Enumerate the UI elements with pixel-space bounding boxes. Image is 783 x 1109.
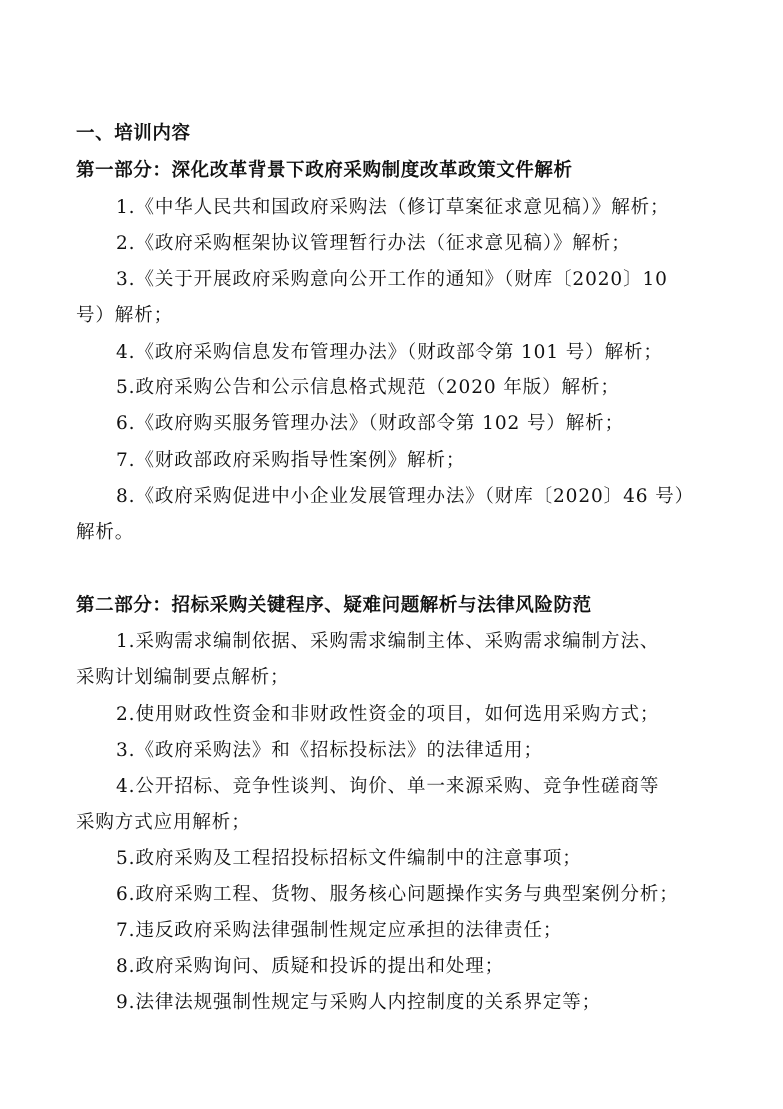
part2-item-5: 5.政府采购及工程招投标招标文件编制中的注意事项； — [116, 848, 582, 869]
section-heading: 一、培训内容 — [76, 123, 191, 144]
part2-item-3: 3.《政府采购法》和《招标投标法》的法律适用； — [116, 740, 543, 761]
part2-title: 第二部分：招标采购关键程序、疑难问题解析与法律风险防范 — [76, 595, 592, 616]
part1-item-5: 5.政府采购公告和公示信息格式规范（2020 年版）解析； — [116, 377, 620, 398]
part1-title: 第一部分：深化改革背景下政府采购制度改革政策文件解析 — [76, 160, 573, 181]
part1-item-2: 2.《政府采购框架协议管理暂行办法（征求意见稿）》解析； — [116, 233, 631, 254]
part2-item-4: 4.公开招标、竞争性谈判、询价、单一来源采购、竞争性磋商等 — [116, 776, 660, 797]
part1-item-6: 6.《政府购买服务管理办法》（财政部令第 102 号）解析； — [116, 413, 624, 434]
part2-item-2: 2.使用财政性资金和非财政性资金的项目，如何选用采购方式； — [116, 704, 660, 725]
part2-item-7: 7.违反政府采购法律强制性规定应承担的法律责任； — [116, 920, 563, 941]
part2-item-1: 1.采购需求编制依据、采购需求编制主体、采购需求编制方法、 — [116, 631, 660, 652]
part1-item-7: 7.《财政部政府采购指导性案例》解析； — [116, 450, 466, 471]
part1-item-8-cont: 解析。 — [76, 522, 135, 543]
part1-item-3-cont: 号）解析； — [76, 305, 174, 326]
part1-item-1: 1.《中华人民共和国政府采购法（修订草案征求意见稿）》解析； — [116, 197, 670, 218]
part2-item-4-cont: 采购方式应用解析； — [76, 812, 251, 833]
part2-item-6: 6.政府采购工程、货物、服务核心问题操作实务与典型案例分析； — [116, 884, 679, 905]
part2-item-8: 8.政府采购询问、质疑和投诉的提出和处理； — [116, 956, 505, 977]
part1-item-4: 4.《政府采购信息发布管理办法》（财政部令第 101 号）解析； — [116, 342, 663, 363]
part2-item-9: 9.法律法规强制性规定与采购人内控制度的关系界定等； — [116, 992, 602, 1013]
part1-item-8: 8.《政府采购促进中小企业发展管理办法》（财库〔2020〕46 号） — [116, 486, 695, 507]
part2-item-1-cont: 采购计划编制要点解析； — [76, 667, 290, 688]
part1-item-3: 3.《关于开展政府采购意向公开工作的通知》（财库〔2020〕10 — [116, 269, 668, 290]
